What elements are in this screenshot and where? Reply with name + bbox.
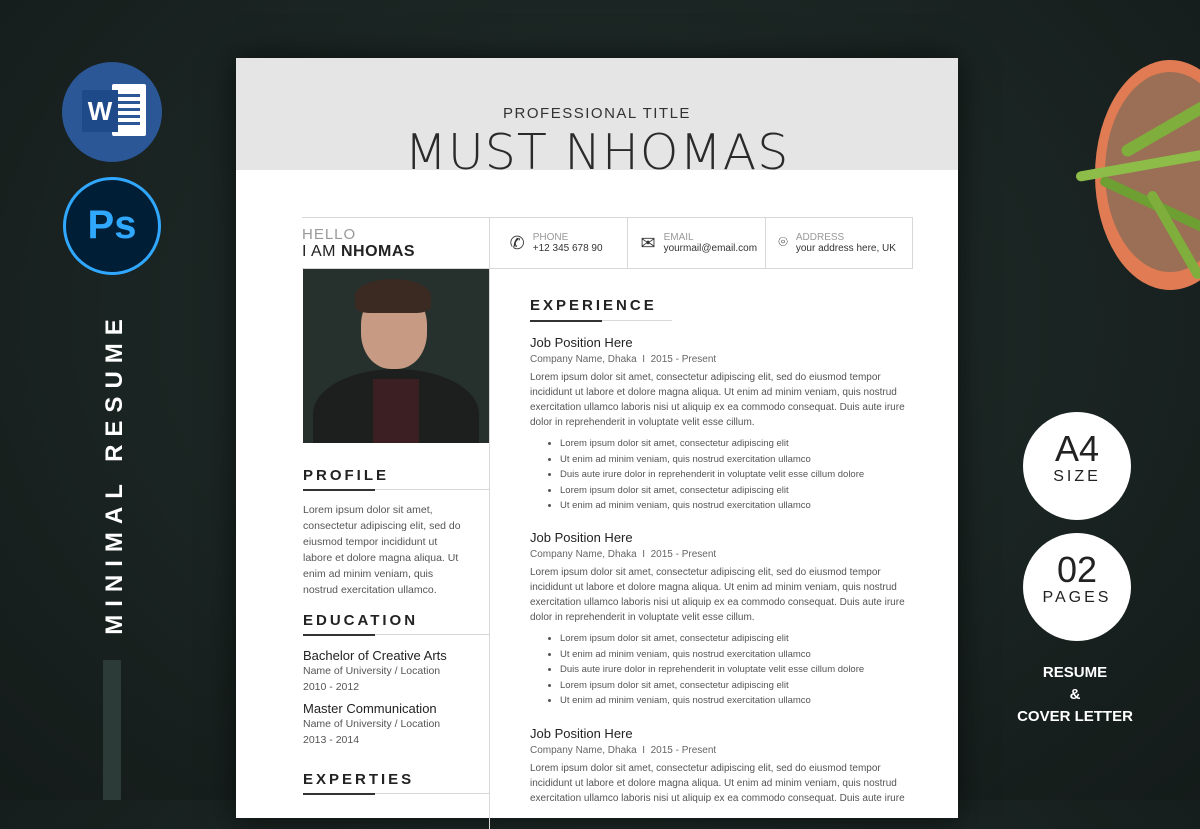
badge-label: SIZE bbox=[1053, 468, 1101, 485]
bullet: • Lorem ipsum dolor sit amet, consectetur adipiscing elit bbox=[560, 436, 910, 452]
professional-title: PROFESSIONAL TITLE bbox=[503, 105, 691, 122]
job-company: Company Name, Dhaka I 2015 - Present bbox=[530, 549, 717, 560]
job-bullets bbox=[560, 631, 910, 709]
side-line: & bbox=[1069, 686, 1081, 703]
contact-phone bbox=[489, 218, 628, 268]
divider bbox=[303, 793, 489, 794]
job-title: Job Position Here bbox=[530, 335, 633, 350]
badge-value: A4 bbox=[1054, 428, 1100, 469]
divider bbox=[303, 634, 489, 635]
degree: Master Communication bbox=[303, 701, 437, 716]
side-line: COVER LETTER bbox=[1017, 708, 1133, 725]
section-heading: EXPERTIES bbox=[303, 771, 415, 788]
iam-name: NHOMAS bbox=[340, 243, 416, 260]
section-heading: EDUCATION bbox=[303, 612, 419, 629]
job-entry bbox=[530, 335, 910, 514]
contact-email bbox=[627, 218, 765, 268]
job-company: Company Name, Dhaka I 2015 - Present bbox=[530, 354, 717, 365]
degree: Bachelor of Creative Arts bbox=[303, 648, 447, 663]
job-title: Job Position Here bbox=[530, 726, 633, 741]
photoshop-icon: Ps bbox=[63, 177, 161, 275]
greeting bbox=[302, 218, 489, 268]
pages-badge bbox=[1023, 533, 1131, 641]
profile-section bbox=[303, 467, 489, 598]
decor-bar bbox=[103, 660, 121, 800]
job-description: Lorem ipsum dolor sit amet, consectetur adipiscing elit, sed do eiusmod tempor incididunt ut labore et dolore magna aliqua. Ut enim ad minim veniam, quis nostrud exercitation ullamco laboris nisi ut aliquip ex ea commodo consequat. Duis aute irure bbox=[530, 763, 905, 804]
education-section bbox=[303, 612, 489, 748]
phone-icon: ✆ bbox=[509, 232, 525, 253]
iam-text bbox=[302, 243, 489, 261]
a4-size-badge bbox=[1023, 412, 1131, 520]
bullet: • Ut enim ad minim veniam, quis nostrud exercitation ullamco bbox=[560, 498, 910, 514]
bullet: • Duis aute irure dolor in reprehenderit in voluptate velit esse cillum dolore bbox=[560, 662, 910, 678]
profile-text: Lorem ipsum dolor sit amet, consectetur adipiscing elit, sed do eiusmod tempor incididunt ut labore et dolore magna aliqua. Ut enim ad minim veniam, quis nostrud exercitation ullamco. bbox=[303, 504, 461, 596]
experience-section bbox=[530, 297, 672, 321]
divider bbox=[303, 489, 489, 490]
bullet: • Ut enim ad minim veniam, quis nostrud exercitation ullamco bbox=[560, 693, 910, 709]
education-item bbox=[303, 701, 489, 748]
badge-label: PAGES bbox=[1042, 589, 1112, 606]
side-line: RESUME bbox=[1042, 664, 1108, 681]
school: Name of University / Location bbox=[303, 665, 441, 677]
plant-image bbox=[1095, 60, 1200, 290]
job-company: Company Name, Dhaka I 2015 - Present bbox=[530, 745, 717, 756]
contact-label: EMAIL bbox=[663, 232, 694, 243]
column-divider bbox=[489, 269, 490, 829]
contact-address bbox=[765, 218, 912, 268]
job-description: Lorem ipsum dolor sit amet, consectetur adipiscing elit, sed do eiusmod tempor incididunt ut labore et dolore magna aliqua. Ut enim ad minim veniam, quis nostrud exercitation ullamco laboris nisi ut aliquip ex ea commodo consequat. Duis aute irure dolor in reprehenderit in voluptate velit esse cillum. bbox=[530, 372, 905, 428]
job-description: Lorem ipsum dolor sit amet, consectetur adipiscing elit, sed do eiusmod tempor incididunt ut labore et dolore magna aliqua. Ut enim ad minim veniam, quis nostrud exercitation ullamco laboris nisi ut aliquip ex ea commodo consequat. Duis aute irure dolor in reprehenderit in voluptate velit esse cillum. bbox=[530, 567, 905, 623]
bullet: • Ut enim ad minim veniam, quis nostrud exercitation ullamco bbox=[560, 452, 910, 468]
mail-icon: ✉ bbox=[640, 232, 656, 253]
profile-photo bbox=[303, 269, 489, 443]
bullet: • Lorem ipsum dolor sit amet, consectetur adipiscing elit bbox=[560, 678, 910, 694]
job-title: Job Position Here bbox=[530, 530, 633, 545]
years: 2013 - 2014 bbox=[303, 734, 360, 746]
contact-value: yourmail@email.com bbox=[663, 243, 758, 254]
section-heading: EXPERIENCE bbox=[530, 297, 657, 314]
job-entry bbox=[530, 530, 910, 709]
contact-label: ADDRESS bbox=[795, 232, 845, 243]
divider bbox=[530, 320, 672, 321]
contact-label: PHONE bbox=[532, 232, 569, 243]
contact-row bbox=[302, 217, 913, 269]
resume-page bbox=[236, 58, 958, 818]
bullet: • Duis aute irure dolor in reprehenderit in voluptate velit esse cillum dolore bbox=[560, 467, 910, 483]
experties-section bbox=[303, 771, 489, 794]
bullet: • Ut enim ad minim veniam, quis nostrud exercitation ullamco bbox=[560, 647, 910, 663]
badge-value: 02 bbox=[1056, 549, 1098, 590]
years: 2010 - 2012 bbox=[303, 681, 360, 693]
resume-cover-letter-label bbox=[1000, 662, 1150, 728]
location-icon: ⌾ bbox=[778, 234, 788, 251]
school: Name of University / Location bbox=[303, 718, 441, 730]
full-name: MUST NHOMAS bbox=[404, 124, 790, 181]
job-bullets bbox=[560, 436, 910, 514]
job-entry bbox=[530, 726, 910, 806]
contact-value: your address here, UK bbox=[795, 243, 896, 254]
bullet: • Lorem ipsum dolor sit amet, consectetur adipiscing elit bbox=[560, 483, 910, 499]
bullet: • Lorem ipsum dolor sit amet, consectetur adipiscing elit bbox=[560, 631, 910, 647]
contact-value: +12 345 678 90 bbox=[532, 243, 603, 254]
hello-text: HELLO bbox=[302, 226, 357, 243]
section-heading: PROFILE bbox=[303, 467, 390, 484]
word-icon: W bbox=[62, 62, 162, 162]
iam-prefix: I AM bbox=[302, 243, 341, 260]
education-item bbox=[303, 648, 489, 695]
vertical-title: MINIMAL RESUME bbox=[101, 311, 128, 635]
